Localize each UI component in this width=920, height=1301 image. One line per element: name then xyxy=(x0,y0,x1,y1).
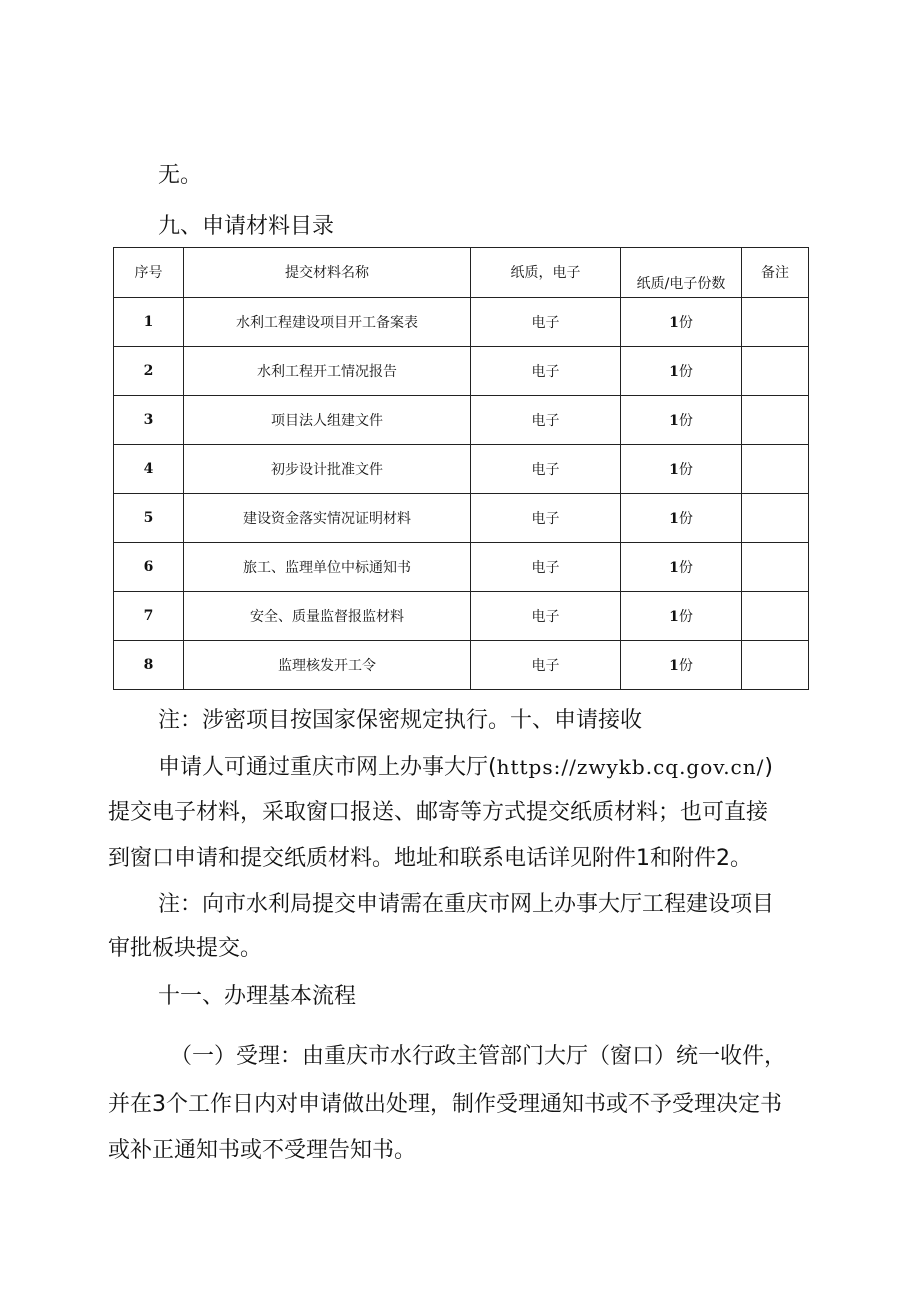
section-9-title: 九、申请材料目录 xyxy=(158,214,335,239)
copies-number: 1 xyxy=(669,364,679,380)
copies-unit: 份 xyxy=(678,560,693,576)
row-copies xyxy=(621,592,742,641)
row-form: 电子 xyxy=(471,543,621,592)
submission-note-line-1: 注：向市水利局提交申请需在重庆市网上办事大厅工程建设项目 xyxy=(158,892,775,917)
copies-number: 1 xyxy=(669,315,679,331)
table-row xyxy=(114,543,809,592)
row-note xyxy=(742,543,809,592)
portal-url-link[interactable]: https://zwykb.cq.gov.cn/ xyxy=(496,755,765,779)
row-no: 1 xyxy=(114,298,184,347)
copies-number: 1 xyxy=(669,609,679,625)
row-no: 3 xyxy=(114,396,184,445)
row-note xyxy=(742,494,809,543)
application-para-line-1 xyxy=(158,753,773,782)
copies-number: 1 xyxy=(669,560,679,576)
row-note xyxy=(742,445,809,494)
row-note xyxy=(742,592,809,641)
row-copies xyxy=(621,347,742,396)
application-para-line-2: 提交电子材料，采取窗口报送、邮寄等方式提交纸质材料；也可直接 xyxy=(108,800,769,825)
intro-text: 无。 xyxy=(158,163,203,188)
row-material-name: 水利工程建设项目开工备案表 xyxy=(184,298,471,347)
materials-table xyxy=(113,247,809,690)
row-no: 5 xyxy=(114,494,184,543)
section-11-title: 十一、办理基本流程 xyxy=(158,984,357,1009)
row-no: 8 xyxy=(114,641,184,690)
row-form: 电子 xyxy=(471,347,621,396)
copies-unit: 份 xyxy=(678,364,693,380)
row-form: 电子 xyxy=(471,396,621,445)
row-note xyxy=(742,396,809,445)
row-no: 2 xyxy=(114,347,184,396)
table-header-row xyxy=(114,248,809,298)
copies-unit: 份 xyxy=(678,658,693,674)
copies-unit: 份 xyxy=(678,315,693,331)
table-row xyxy=(114,641,809,690)
row-material-name: 初步设计批准文件 xyxy=(184,445,471,494)
process-para-line-1: （一）受理：由重庆市水行政主管部门大厅（窗口）统一收件， xyxy=(170,1044,787,1069)
copies-number: 1 xyxy=(669,658,679,674)
copies-unit: 份 xyxy=(678,511,693,527)
row-copies xyxy=(621,298,742,347)
row-copies xyxy=(621,494,742,543)
row-form: 电子 xyxy=(471,494,621,543)
row-material-name: 监理核发开工令 xyxy=(184,641,471,690)
table-row xyxy=(114,445,809,494)
table-row xyxy=(114,298,809,347)
row-no: 7 xyxy=(114,592,184,641)
row-no: 4 xyxy=(114,445,184,494)
application-para-suffix: ) xyxy=(764,755,773,780)
application-para-line-3: 到窗口申请和提交纸质材料。地址和联系电话详见附件1和附件2。 xyxy=(108,846,752,871)
row-copies xyxy=(621,543,742,592)
row-material-name: 旅工、监理单位中标通知书 xyxy=(184,543,471,592)
row-material-name: 建设资金落实情况证明材料 xyxy=(184,494,471,543)
row-note xyxy=(742,298,809,347)
table-row xyxy=(114,494,809,543)
process-para-line-3: 或补正通知书或不受理告知书。 xyxy=(108,1138,417,1163)
row-no: 6 xyxy=(114,543,184,592)
row-material-name: 水利工程开工情况报告 xyxy=(184,347,471,396)
row-copies xyxy=(621,445,742,494)
row-material-name: 项目法人组建文件 xyxy=(184,396,471,445)
process-para-line-2: 并在3个工作日内对申请做出处理，制作受理通知书或不予受理决定书 xyxy=(108,1092,782,1117)
header-copies: 纸质/电子份数 xyxy=(621,248,742,298)
copies-unit: 份 xyxy=(678,462,693,478)
table-row xyxy=(114,347,809,396)
row-form: 电子 xyxy=(471,641,621,690)
header-form: 纸质，电子 xyxy=(471,248,621,298)
row-form: 电子 xyxy=(471,445,621,494)
row-copies xyxy=(621,396,742,445)
table-row xyxy=(114,396,809,445)
copies-number: 1 xyxy=(669,511,679,527)
row-material-name: 安全、质量监督报监材料 xyxy=(184,592,471,641)
confidential-note: 注：涉密项目按国家保密规定执行。十、申请接收 xyxy=(158,708,643,733)
row-form: 电子 xyxy=(471,298,621,347)
copies-unit: 份 xyxy=(678,609,693,625)
copies-number: 1 xyxy=(669,413,679,429)
header-note: 备注 xyxy=(742,248,809,298)
table-row xyxy=(114,592,809,641)
row-note xyxy=(742,641,809,690)
row-note xyxy=(742,347,809,396)
copies-unit: 份 xyxy=(678,413,693,429)
copies-number: 1 xyxy=(669,462,679,478)
header-no: 序号 xyxy=(114,248,184,298)
submission-note-line-2: 审批板块提交。 xyxy=(108,936,263,961)
application-para-prefix: 申请人可通过重庆市网上办事大厅( xyxy=(158,755,497,780)
row-form: 电子 xyxy=(471,592,621,641)
header-material-name: 提交材料名称 xyxy=(184,248,471,298)
row-copies xyxy=(621,641,742,690)
